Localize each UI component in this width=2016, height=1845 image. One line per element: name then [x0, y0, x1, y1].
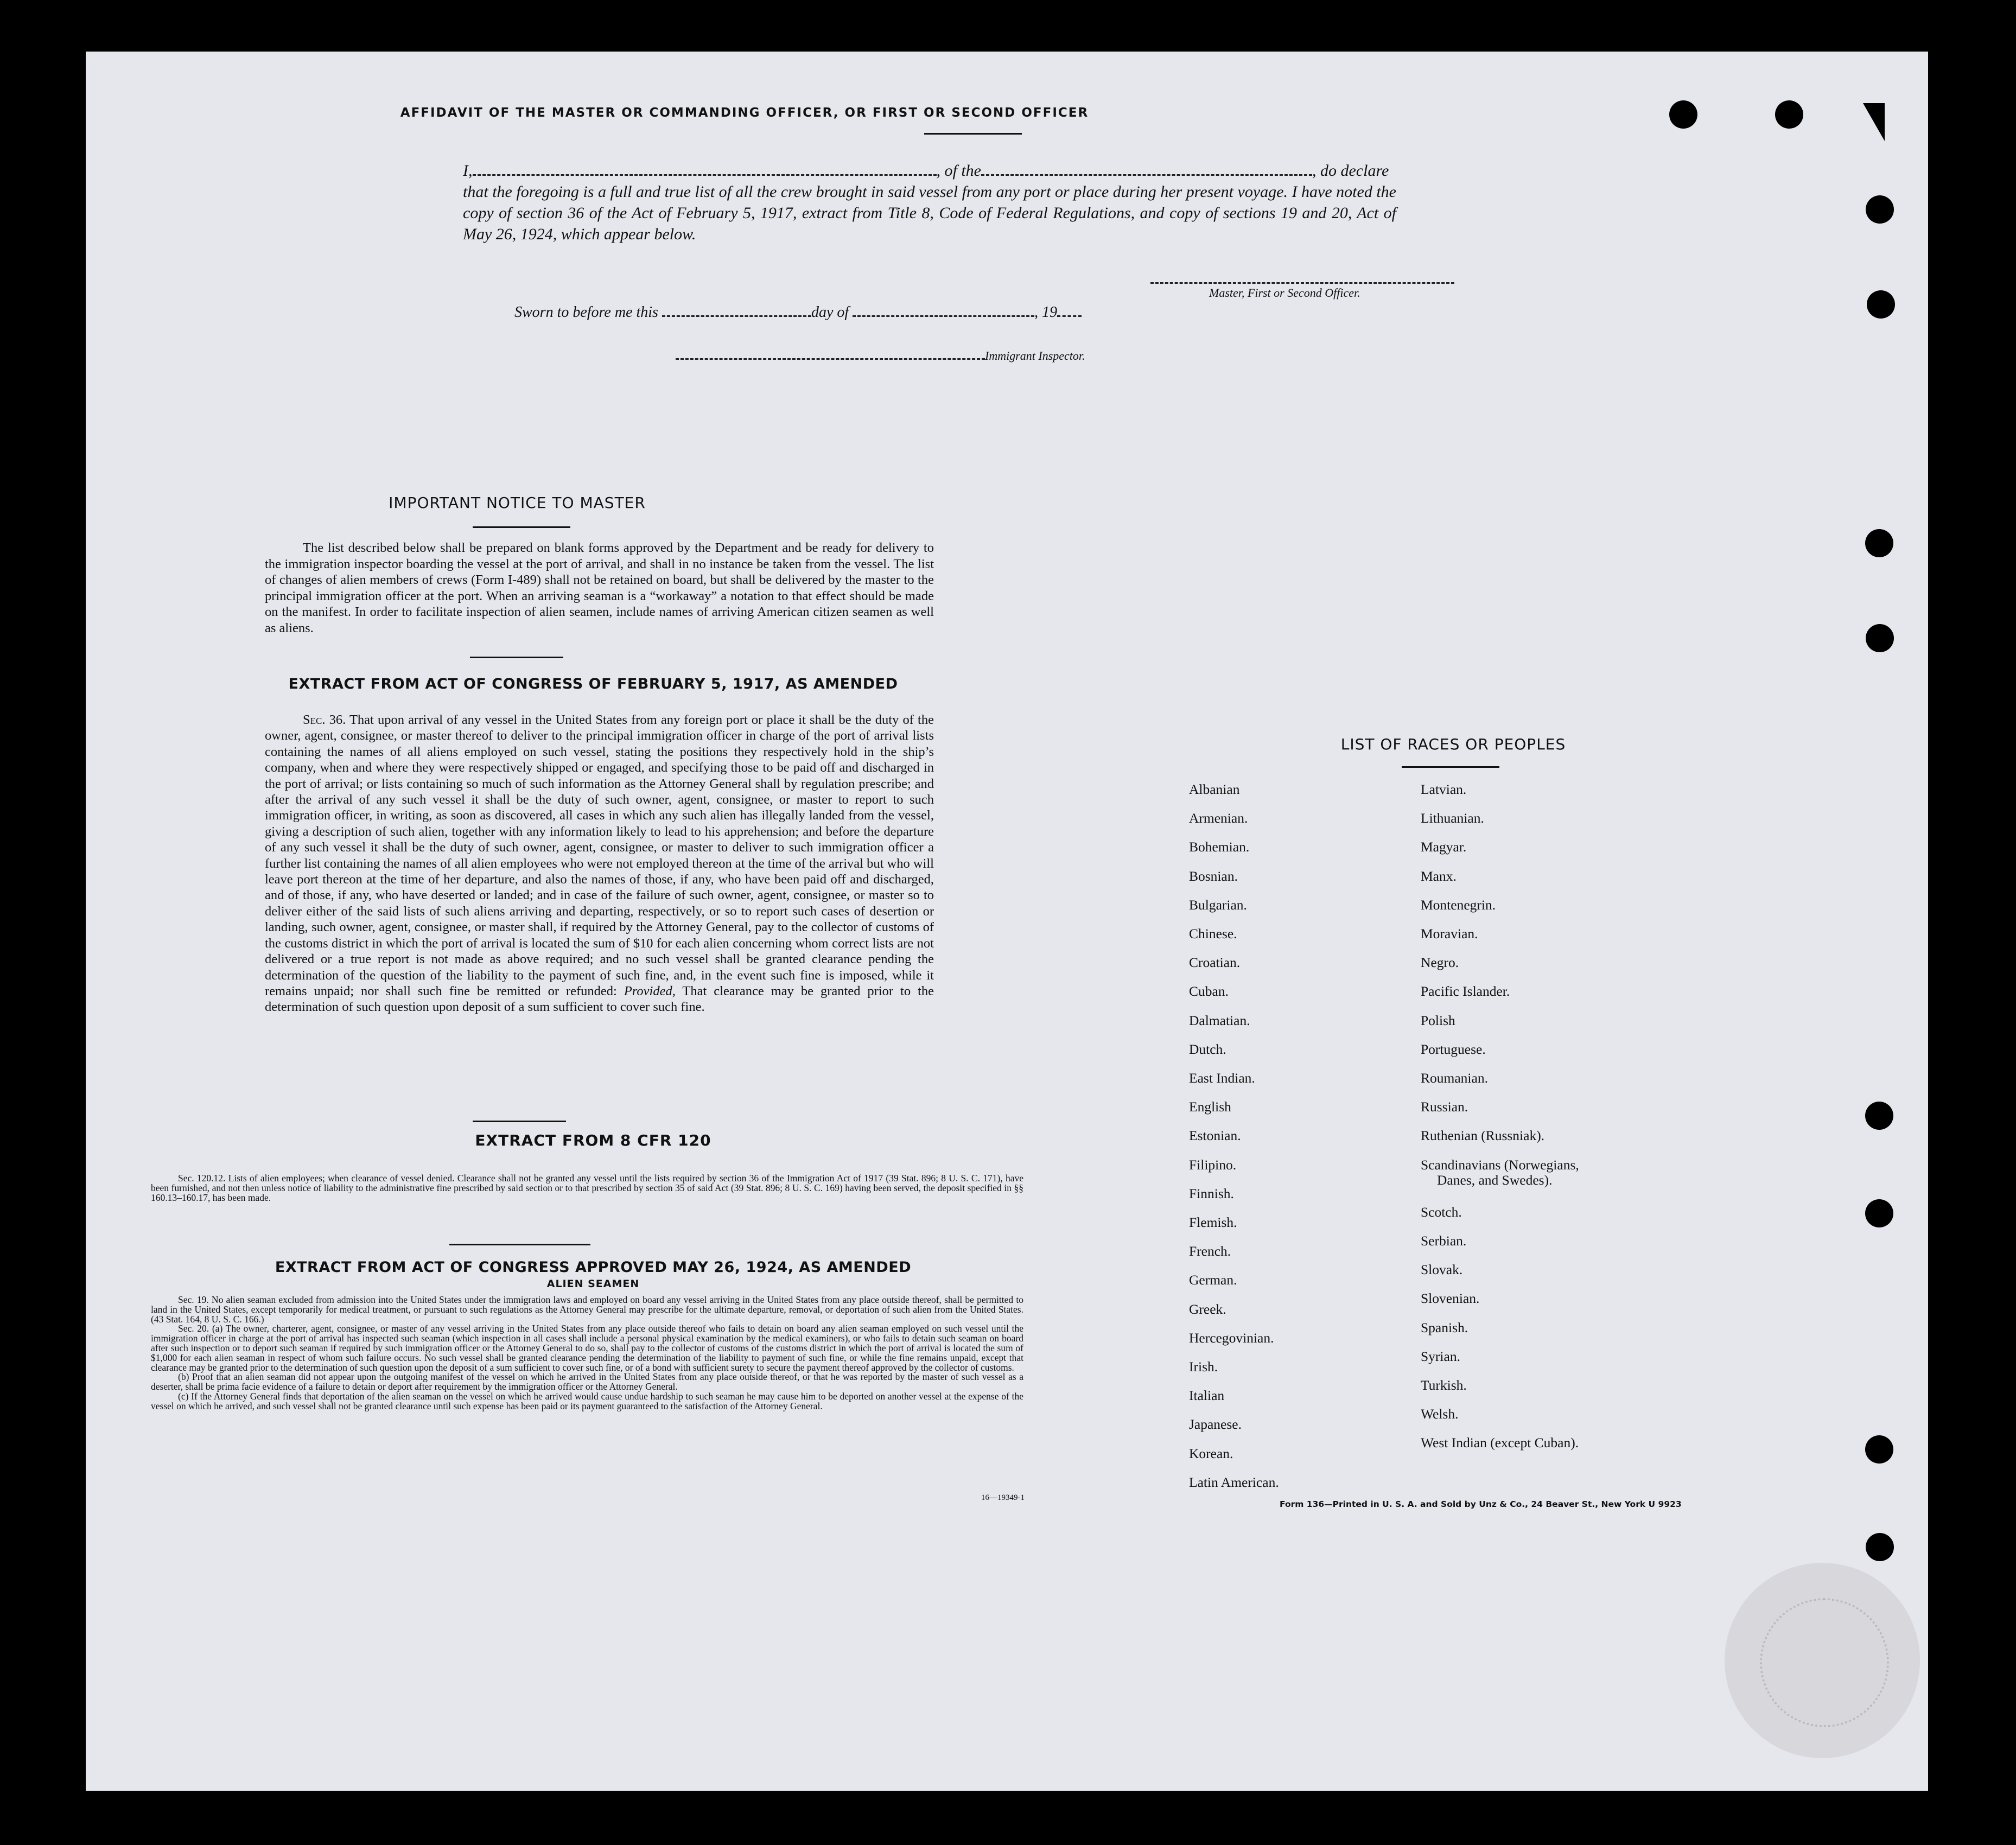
race-item: Scandinavians (Norwegians, [1421, 1156, 1579, 1173]
race-item: Ruthenian (Russniak). [1421, 1128, 1545, 1144]
punch-hole [1669, 100, 1697, 129]
race-item: Cuban. [1189, 983, 1229, 1000]
race-item: Manx. [1421, 868, 1457, 884]
race-item: Russian. [1421, 1099, 1468, 1115]
vessel-blank [981, 171, 1312, 176]
race-item: Roumanian. [1421, 1070, 1488, 1086]
notice-title: IMPORTANT NOTICE TO MASTER [389, 494, 646, 512]
race-item: Croatian. [1189, 955, 1241, 971]
sworn-prefix: Sworn to before me this [514, 304, 658, 321]
race-item: Armenian. [1189, 810, 1248, 826]
race-item: Turkish. [1421, 1377, 1467, 1393]
race-item: Polish [1421, 1012, 1455, 1028]
race-item: Estonian. [1189, 1128, 1241, 1144]
sworn-line [514, 304, 1082, 321]
act-1924-title: EXTRACT FROM ACT OF CONGRESS APPROVED MAY 26, 1924, AS AMENDED [275, 1259, 912, 1276]
sworn-year-label: , 19 [1034, 304, 1058, 321]
section-36-label: Sec. 36. [303, 712, 346, 727]
inspector-label: Immigrant Inspector. [985, 349, 1085, 362]
section-20c-text: (c) If the Attorney General finds that deportation of the alien seaman on the vessel on which he arrived would cause undue hardship to such seaman he may cause him to be deported on another vessel at the expense of the vessel on which he arrived, and such vessel shall not be granted clearance until such expense has been paid or its payment guaranteed to the satisfaction of the Attorney General. [151, 1390, 1023, 1411]
section-rule [470, 657, 563, 658]
race-item: Syrian. [1421, 1348, 1460, 1364]
race-item: Slovak. [1421, 1262, 1463, 1278]
master-signature-label: Master, First or Second Officer. [1209, 286, 1360, 300]
cfr-text: Sec. 120.12. Lists of alien employees; when clearance of vessel denied. Clearance shall not be granted any vessel until the lists required by section 36 of the Immigration Act of 1917 (39 Stat. 896; 8 U. S. C. 171), have been furnished, and not then unless notice of liability to the administrative fine prescribed by said section or to that prescribed by section 35 of said Act (39 Stat. 896; 8 U. S. C. 169) having been served, the deposit specified in §§ 160.13–160.17, has been made. [151, 1173, 1023, 1203]
race-item: Moravian. [1421, 926, 1478, 941]
inspector-signature-row [676, 349, 1085, 363]
section-rule [449, 1244, 590, 1245]
declaration-body: that the foregoing is a full and true list of all the crew brought in said vessel from any port or place during her present voyage. I have noted the copy of section 36 of the Act of February 5, 1917, extract from Title 8, Code of Federal Regulations, and copy of sections 19 and 20, Act of May 26, 1924, which appear below. [463, 183, 1396, 243]
sworn-day-label: day of [811, 304, 849, 321]
punch-hole [1866, 624, 1894, 652]
race-item: Serbian. [1421, 1233, 1467, 1249]
race-item: Bohemian. [1189, 839, 1250, 855]
race-item: West Indian (except Cuban). [1421, 1435, 1579, 1451]
race-item: Bulgarian. [1189, 896, 1247, 913]
faded-seal-ring [1760, 1598, 1889, 1727]
race-item: Latin American. [1189, 1474, 1279, 1490]
declaration-of-the: , of the [936, 162, 981, 180]
printer-line: Form 136—Printed in U. S. A. and Sold by Unz & Co., 24 Beaver St., New York U 9923 [1280, 1499, 1682, 1509]
punch-hole [1866, 1533, 1894, 1561]
races-title-rule [1402, 766, 1499, 768]
sworn-year-blank [1057, 312, 1082, 317]
race-item: Albanian [1189, 781, 1240, 797]
race-item: Flemish. [1189, 1214, 1237, 1230]
race-item: Dutch. [1189, 1041, 1226, 1057]
section-19-text: Sec. 19. No alien seaman excluded from admission into the United States under the immigration laws and employed on board any vessel arriving in the United States from any place outside thereof, shall be permitted to land in the United States, except temporarily for medical treatment, or pursuant to such regulations as the Attorney General may prescribe for the ultimate departure, removal, or deportation of such alien from the United States. (43 Stat. 164, 8 U. S. C. 166.) [151, 1294, 1023, 1325]
race-item: Montenegrin. [1421, 896, 1496, 913]
alien-seamen-subtitle: ALIEN SEAMEN [546, 1278, 640, 1290]
race-item: French. [1189, 1243, 1231, 1259]
race-item: Finnish. [1189, 1185, 1234, 1201]
inspector-blank [676, 355, 985, 360]
race-item: Latvian. [1421, 781, 1467, 797]
race-item: Korean. [1189, 1445, 1233, 1461]
punch-hole [1775, 100, 1803, 129]
section-36-provided: Provided, [624, 983, 676, 998]
sworn-day-blank [662, 312, 811, 317]
race-item: Pacific Islander. [1421, 983, 1510, 1000]
race-item: Greek. [1189, 1301, 1226, 1317]
race-item: Portuguese. [1421, 1041, 1486, 1057]
declaration-intro: I, [463, 162, 473, 180]
affidavit-title: AFFIDAVIT OF THE MASTER OR COMMANDING OFFICER, OR FIRST OR SECOND OFFICER [400, 106, 1089, 120]
master-signature-blank [1150, 282, 1454, 284]
notice-title-rule [473, 526, 570, 528]
race-item: Negro. [1421, 955, 1459, 971]
race-item: Irish. [1189, 1359, 1218, 1375]
section-rule [473, 1121, 566, 1122]
act-1917-title: EXTRACT FROM ACT OF CONGRESS OF FEBRUARY 5, 1917, AS AMENDED [288, 676, 898, 692]
torn-corner [1863, 103, 1885, 141]
race-item: Spanish. [1421, 1319, 1468, 1335]
race-item: Hercegovinian. [1189, 1329, 1274, 1346]
notice-text: The list described below shall be prepared on blank forms approved by the Department and be ready for delivery to the immigration inspector boarding the vessel at the port of arrival, and shall in no instance be taken from the vessel. The list of changes of alien members of crews (Form I-489) shall not be retained on board, but shall be delivered by the master to the principal immigration officer at the port. When an arriving seaman is a “workaway” a notation to that effect should be made on the manifest. In order to facilitate inspection of alien seamen, include names of arriving American citizen seamen as well as aliens. [265, 540, 934, 635]
race-item: Bosnian. [1189, 868, 1238, 884]
punch-hole [1866, 195, 1894, 224]
race-item: Magyar. [1421, 839, 1467, 855]
punch-hole [1865, 529, 1893, 557]
race-item: Dalmatian. [1189, 1012, 1250, 1028]
title-rule [924, 133, 1022, 135]
race-item: Chinese. [1189, 926, 1237, 941]
race-item: Lithuanian. [1421, 810, 1484, 826]
race-item: East Indian. [1189, 1070, 1255, 1086]
race-item: English [1189, 1099, 1231, 1115]
declaration-line [463, 160, 1396, 181]
race-item: Welsh. [1421, 1406, 1459, 1422]
race-item: Filipino. [1189, 1156, 1237, 1173]
document-page [86, 52, 1928, 1791]
act-1924-text [151, 1295, 1023, 1411]
punch-hole [1865, 1435, 1893, 1464]
race-item: Danes, and Swedes). [1437, 1172, 1553, 1188]
section-20a-text: Sec. 20. (a) The owner, charterer, agent, consignee, or master of any vessel arriving in the United States from any place outside thereof who fails to detain on board any alien seaman employed on such vessel until the immigration officer in charge at the port of arrival has inspected such seaman (which inspection in all cases shall include a personal physical examination by the medical examiners), or who fails to detain such seaman on board after such inspection or to deport such seaman if required by such immigration officer or the Attorney General to do so, shall pay to the collector of customs of the customs district in which the port of arrival is located the sum of $1,000 for each alien seaman in respect of whom such failure occurs. No such vessel shall be granted clearance pending the determination of the liability to payment of such fine, or while the fine remains unpaid, except that clearance may be granted prior to the determination of such question upon the deposit of a sum sufficient to cover such fine, or of a bond with sufficient surety to secure the payment thereof approved by the collector of customs. [151, 1323, 1023, 1373]
race-item: Japanese. [1189, 1416, 1242, 1433]
race-item: German. [1189, 1272, 1237, 1288]
cfr-title: EXTRACT FROM 8 CFR 120 [475, 1131, 711, 1149]
declaration-do-declare: , do declare [1312, 162, 1389, 180]
race-item: Scotch. [1421, 1204, 1462, 1220]
punch-hole [1865, 1102, 1893, 1130]
races-title: LIST OF RACES OR PEOPLES [1340, 735, 1566, 753]
affidavit-declaration [463, 160, 1396, 245]
sworn-month-blank [853, 312, 1034, 317]
race-item: Slovenian. [1421, 1290, 1480, 1307]
punch-hole [1865, 1199, 1893, 1227]
section-36-text [265, 712, 934, 1015]
form-number: 16—19349-1 [981, 1493, 1025, 1502]
section-20b-text: (b) Proof that an alien seaman did not appear upon the outgoing manifest of the vessel on which he arrived in the United States from any place outside thereof, or that he was reported by the master of such vessel as a deserter, shall be prima facie evidence of a failure to detain or deport after requirement by the immigration officer or the Attorney General. [151, 1371, 1023, 1392]
punch-hole [1867, 290, 1895, 319]
section-36-end: That clearance may be granted prior to the determination of such question upon deposit of a sum sufficient to cover such fine. [265, 983, 934, 1015]
name-blank [473, 171, 937, 176]
race-item: Italian [1189, 1388, 1225, 1404]
section-36-body: That upon arrival of any vessel in the United States from any foreign port or place it shall be the duty of the owner, agent, consignee, or master thereof to deliver to the principal immigration officer in charge of the port of arrival lists containing the names of all aliens employed on such vessel, stating the positions they respectively hold in the ship’s company, when and where they were respectively shipped or engaged, and specifying those to be paid off and discharged in the port of arrival; or lists containing so much of such information as the Attorney General shall by regulation prescribe; and after the arrival of any such vessel it shall be the duty of such owner, agent, consignee, or master to report to such immigration officer, in writing, as soon as discovered, all cases in which any such alien has illegally landed from the vessel, giving a description of such alien, together with any information likely to lead to his apprehension; and before the departure of any such vessel it shall be the duty of such owner, agent, consignee, or master to deliver to such immigration officer a further list containing the names of all alien employees who were not employed thereon at the time of the arrival but who will leave port thereon at the time of her departure, and also the names of those, if any, who have been paid off and discharged, and of those, if any, who have deserted or landed; and in case of the failure of such owner, agent, consignee, or master so to deliver either of the said lists of such aliens arriving and departing, respectively, or so to report such cases of desertion or landing, such owner, agent, consignee, or master shall, if required by the Attorney General, pay to the collector of customs of the customs district in which the port of arrival is located the sum of $10 for each alien concerning whom correct lists are not delivered or a true report is not made as above required; and no such vessel shall be granted clearance pending the determination of the question of the liability to the payment of such fine, and, in the event such fine is imposed, while it remains unpaid; nor shall such fine be remitted or refunded: [265, 712, 934, 998]
